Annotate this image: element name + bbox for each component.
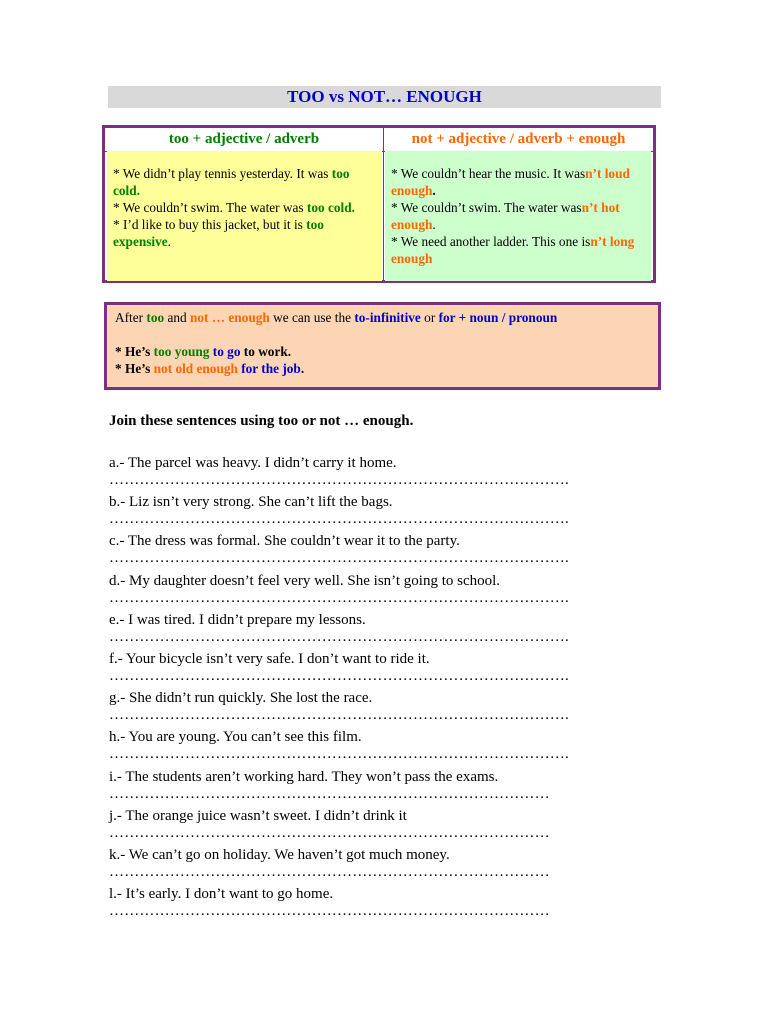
exercise-item [109,806,669,845]
answer-line[interactable]: …………………………………………………………………………… [109,825,550,841]
not-enough-examples [385,151,651,281]
note-text: or [420,310,439,325]
exercise-question: l.- It’s early. I don’t want to go home. [109,886,334,903]
highlight-for-noun: for the job [241,361,301,376]
highlight-too: too cold [113,166,350,198]
answer-line[interactable]: …………………………………………………………………………… [109,786,550,802]
note-text: * He’s [115,344,154,359]
punct: . [136,183,140,198]
exercise-item [109,688,669,727]
exercise-list [109,453,669,923]
exercise-question: g.- She didn’t run quickly. She lost the race. [109,690,373,707]
note-text: to work. [240,344,292,359]
exercise-question: b.- Liz isn’t very strong. She can’t lift the bags. [109,494,393,511]
punct: . [167,234,171,249]
note-text: After [115,310,147,325]
example-text: * We couldn’t swim. The water was [391,200,582,215]
highlight-not-enough: n’t hot enough [391,200,620,232]
exercise-question: k.- We can’t go on holiday. We haven’t got much money. [109,846,450,863]
note-text: . [300,361,305,376]
punct: . [432,183,436,198]
answer-line[interactable]: …………………………………………………………………………… [109,904,550,920]
answer-line[interactable]: ………………………………………………………………………………. [109,708,569,724]
example-text: * We need another ladder. This one is [391,234,591,249]
grammar-rules-table [102,125,656,283]
punct: . [432,217,436,232]
highlight-too: too young [153,344,210,359]
highlight-not-enough: not … enough [189,310,270,325]
exercise-question: e.- I was tired. I didn’t prepare my lessons. [109,611,366,628]
example-text: * We couldn’t swim. The water was [113,200,307,215]
exercise-item [109,727,669,766]
usage-rule [115,309,650,326]
exercise-question: j.- The orange juice wasn’t sweet. I didn’t drink it [109,807,407,824]
answer-line[interactable]: ………………………………………………………………………………. [109,590,569,606]
usage-example-2 [115,360,650,377]
exercise-question: a.- The parcel was heavy. I didn’t carry it home. [109,455,397,471]
answer-line[interactable]: ………………………………………………………………………………. [109,473,569,488]
highlight-not-enough: n’t loud enough [391,166,630,198]
exercise-question: c.- The dress was formal. She couldn’t wear it to the party. [109,533,460,550]
highlight-too: too [146,310,165,325]
exercise-question: i.- The students aren’t working hard. They won’t pass the exams. [109,768,499,785]
answer-line[interactable]: …………………………………………………………………………… [109,864,550,880]
exercise-item [109,884,669,923]
answer-line[interactable]: ………………………………………………………………………………. [109,551,569,567]
example-text: * We didn’t play tennis yesterday. It was [113,166,332,181]
punct: . [351,200,355,215]
usage-note-box [104,302,661,390]
highlight-for-noun: for + noun / pronoun [438,310,558,325]
exercise-item [109,845,669,884]
exercise-item [109,453,669,492]
highlight-not-enough: not old enough [153,361,238,376]
answer-line[interactable]: ………………………………………………………………………………. [109,512,569,528]
column-divider [383,128,384,281]
example-text: * We couldn’t hear the music. It was [391,166,586,181]
highlight-to-infinitive: to go [212,344,241,359]
exercise-item [109,571,669,610]
answer-line[interactable]: ………………………………………………………………………………. [109,747,569,763]
too-column-header: too + adjective / adverb [168,131,320,147]
too-examples [107,151,382,281]
usage-example-1 [115,343,650,360]
exercise-item [109,649,669,688]
note-text: * He’s [115,361,154,376]
exercise-item [109,767,669,806]
exercise-question: h.- You are young. You can’t see this film. [109,729,362,746]
note-text: and [164,310,190,325]
highlight-not-enough: n’t long enough [391,234,635,266]
exercise-item [109,492,669,531]
exercise-item [109,531,669,570]
highlight-to-infinitive: to-infinitive [354,310,421,325]
example-text: * I’d like to buy this jacket, but it is [113,217,307,232]
highlight-too: too expensive [113,217,324,249]
exercise-instruction: Join these sentences using too or not … enough. [109,413,414,429]
answer-line[interactable]: ………………………………………………………………………………. [109,668,569,684]
exercise-item [109,610,669,649]
page-title: TOO vs NOT… ENOUGH [108,86,661,108]
not-enough-column-header: not + adjective / adverb + enough [411,131,626,147]
highlight-too: too cold [306,200,352,215]
exercise-question: f.- Your bicycle isn’t very safe. I don’t want to ride it. [109,650,430,667]
exercise-question: d.- My daughter doesn’t feel very well. She isn’t going to school. [109,572,501,589]
answer-line[interactable]: ………………………………………………………………………………. [109,629,569,645]
note-text: we can use the [269,310,355,325]
